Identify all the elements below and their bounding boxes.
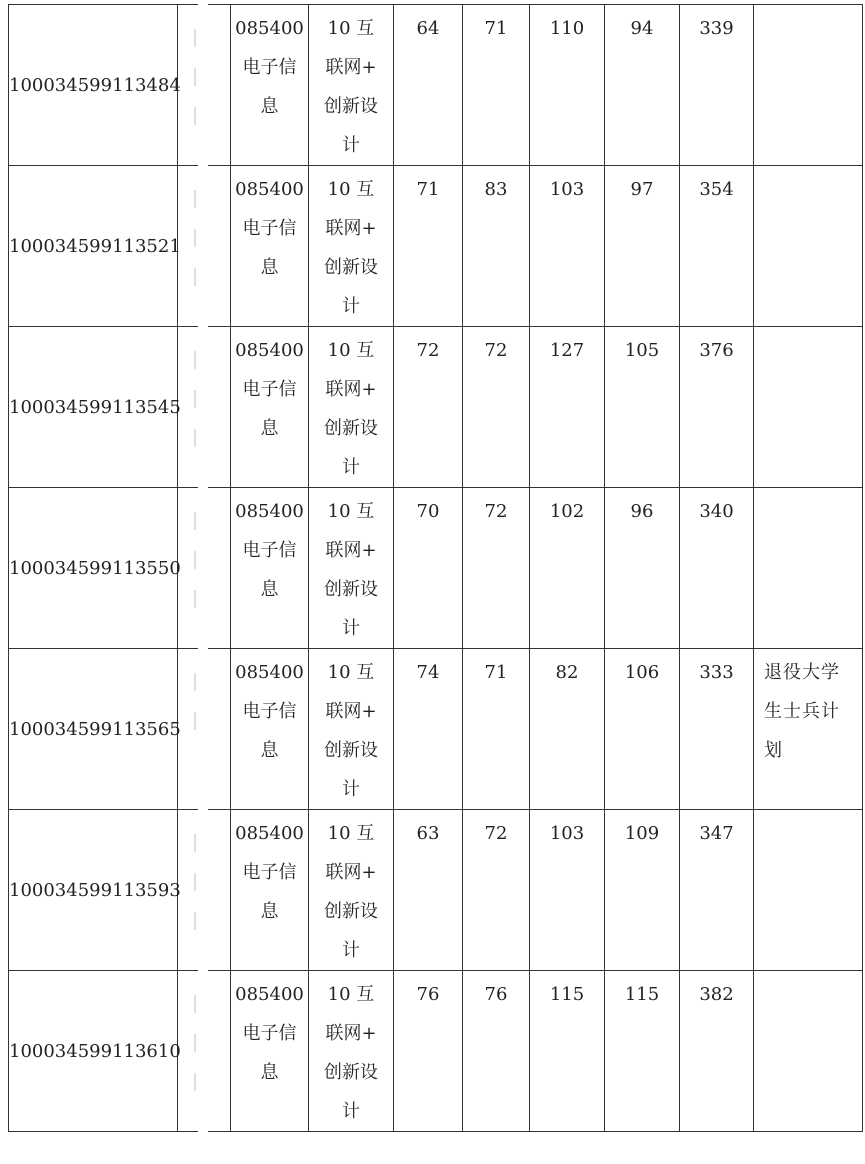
score-2: 83 [463,166,530,327]
total-score: 354 [680,166,754,327]
major-name-line2: 息 [260,96,279,117]
direction-line4: 计 [342,618,360,639]
direction-line4: 计 [342,457,360,478]
direction-line4: 计 [342,135,360,156]
direction-line3: 创新设 [324,1062,378,1083]
research-direction-cell [309,166,394,327]
direction-line1: 10 互 [327,179,375,200]
table-row [9,327,863,488]
score-4: 109 [605,810,680,971]
research-direction-cell [309,5,394,166]
score-4: 97 [605,166,680,327]
direction-line4: 计 [342,1101,360,1122]
table-row [9,810,863,971]
total-score: 333 [680,649,754,810]
direction-line3: 创新设 [324,579,378,600]
direction-line1: 10 互 [327,662,375,683]
score-2: 72 [463,810,530,971]
total-score: 340 [680,488,754,649]
score-3: 127 [530,327,605,488]
score-3: 102 [530,488,605,649]
remark [754,327,863,488]
direction-line3: 创新设 [324,418,378,439]
candidate-id: 100034599113484 [9,5,178,166]
candidate-name-redacted [178,5,231,166]
major-cell [231,327,309,488]
score-4: 115 [605,971,680,1132]
candidate-id: 100034599113610 [9,971,178,1132]
score-4: 94 [605,5,680,166]
score-4: 106 [605,649,680,810]
score-1: 64 [394,5,463,166]
remark [754,488,863,649]
candidate-id: 100034599113521 [9,166,178,327]
major-name-line2: 息 [260,579,279,600]
major-name-line1: 电子信 [242,379,297,400]
major-name-line2: 息 [260,740,279,761]
direction-line3: 创新设 [324,96,378,117]
research-direction-cell [309,649,394,810]
remark [754,810,863,971]
score-3: 82 [530,649,605,810]
major-name-line2: 息 [260,257,279,278]
candidate-id: 100034599113550 [9,488,178,649]
candidate-name-redacted [178,166,231,327]
research-direction-cell [309,327,394,488]
direction-line1: 10 互 [327,340,375,361]
candidate-name-redacted [178,649,231,810]
candidate-name-redacted [178,810,231,971]
direction-line2: 联网+ [325,1023,377,1044]
major-cell [231,5,309,166]
direction-line2: 联网+ [325,218,377,239]
major-name-line1: 电子信 [242,540,297,561]
major-code: 085400 [235,662,304,683]
score-1: 74 [394,649,463,810]
direction-line2: 联网+ [325,540,377,561]
major-name-line1: 电子信 [242,218,297,239]
score-3: 103 [530,810,605,971]
score-1: 63 [394,810,463,971]
score-table [8,4,863,1132]
major-code: 085400 [235,340,304,361]
table-row [9,971,863,1132]
direction-line1: 10 互 [327,823,375,844]
major-code: 085400 [235,823,304,844]
total-score: 339 [680,5,754,166]
candidate-id: 100034599113565 [9,649,178,810]
direction-line4: 计 [342,779,360,800]
direction-line2: 联网+ [325,57,377,78]
research-direction-cell [309,810,394,971]
total-score: 382 [680,971,754,1132]
major-name-line1: 电子信 [242,57,297,78]
major-name-line1: 电子信 [242,1023,297,1044]
remark [754,166,863,327]
research-direction-cell [309,971,394,1132]
major-name-line2: 息 [260,901,279,922]
major-code: 085400 [235,984,304,1005]
score-2: 71 [463,5,530,166]
major-cell [231,649,309,810]
major-name-line2: 息 [260,1062,279,1083]
score-4: 96 [605,488,680,649]
major-cell [231,166,309,327]
score-2: 76 [463,971,530,1132]
direction-line3: 创新设 [324,740,378,761]
table-row [9,5,863,166]
direction-line2: 联网+ [325,862,377,883]
direction-line3: 创新设 [324,901,378,922]
table-row [9,166,863,327]
score-table-body [9,5,863,1132]
score-2: 71 [463,649,530,810]
major-name-line2: 息 [260,418,279,439]
direction-line2: 联网+ [325,701,377,722]
major-cell [231,810,309,971]
score-4: 105 [605,327,680,488]
table-row [9,649,863,810]
direction-line4: 计 [342,296,360,317]
score-1: 72 [394,327,463,488]
direction-line2: 联网+ [325,379,377,400]
major-name-line1: 电子信 [242,862,297,883]
table-row [9,488,863,649]
direction-line1: 10 互 [327,984,375,1005]
score-3: 115 [530,971,605,1132]
direction-line4: 计 [342,940,360,961]
direction-line3: 创新设 [324,257,378,278]
candidate-id: 100034599113545 [9,327,178,488]
major-cell [231,971,309,1132]
candidate-name-redacted [178,971,231,1132]
major-name-line1: 电子信 [242,701,297,722]
candidate-name-redacted [178,327,231,488]
score-2: 72 [463,488,530,649]
candidate-name-redacted [178,488,231,649]
major-code: 085400 [235,179,304,200]
remark [754,971,863,1132]
score-2: 72 [463,327,530,488]
remark [754,5,863,166]
major-cell [231,488,309,649]
candidate-id: 100034599113593 [9,810,178,971]
score-1: 71 [394,166,463,327]
major-code: 085400 [235,18,304,39]
direction-line1: 10 互 [327,501,375,522]
direction-line1: 10 互 [327,18,375,39]
remark: 退役大学生士兵计划 [754,649,863,810]
total-score: 376 [680,327,754,488]
major-code: 085400 [235,501,304,522]
score-1: 70 [394,488,463,649]
score-1: 76 [394,971,463,1132]
total-score: 347 [680,810,754,971]
research-direction-cell [309,488,394,649]
score-3: 103 [530,166,605,327]
score-3: 110 [530,5,605,166]
